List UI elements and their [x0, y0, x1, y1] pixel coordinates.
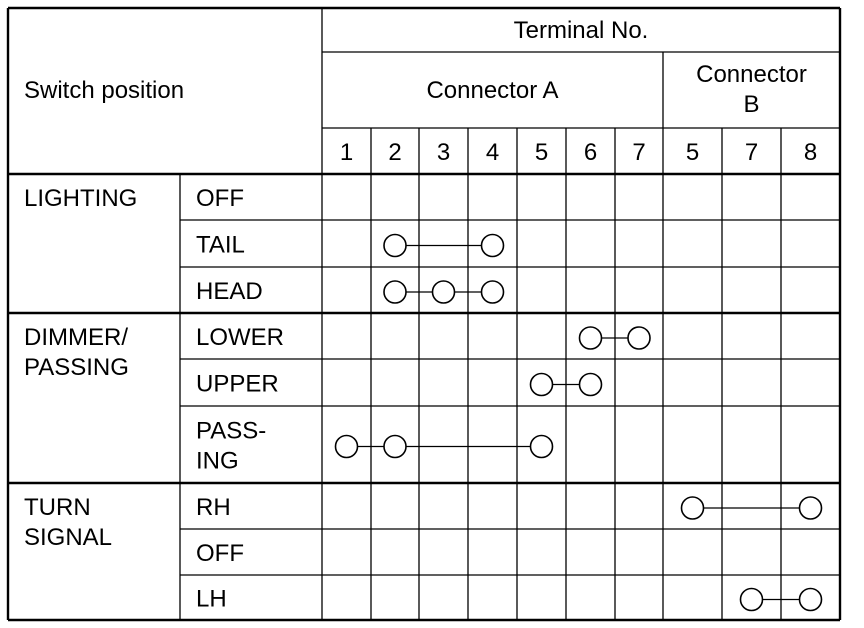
terminal-number-row: [340, 139, 817, 166]
terminal-number-b-5: 5: [685, 139, 700, 166]
group-label: DIMMER/: [24, 324, 128, 351]
terminal-number-b-7: 7: [744, 139, 759, 166]
continuity-terminal-circle: [531, 374, 553, 396]
continuity-terminal-circle: [433, 281, 455, 303]
position-label: PASS-: [196, 417, 267, 445]
group-label: SIGNAL: [24, 524, 113, 551]
connector-b-header-line2: B: [743, 91, 760, 118]
continuity-terminal-circle: [531, 436, 553, 458]
terminal-number-a-3: 3: [436, 139, 451, 166]
switch-position-header: Switch position: [24, 77, 185, 104]
position-label: LOWER: [196, 324, 285, 351]
position-label: LH: [196, 585, 227, 613]
terminal-number-a-5: 5: [534, 139, 549, 166]
group-label: TURN: [24, 494, 91, 521]
connector-a-header: Connector A: [426, 77, 559, 104]
position-label: OFF: [196, 185, 244, 212]
terminal-number-a-4: 4: [485, 139, 500, 166]
continuity-terminal-circle: [384, 281, 406, 303]
continuity-terminal-circle: [580, 374, 602, 396]
continuity-terminal-circle: [336, 436, 358, 458]
continuity-terminal-circle: [682, 497, 704, 519]
continuity-terminal-circle: [800, 589, 822, 611]
position-label: TAIL: [196, 231, 245, 259]
terminal-no-header: Terminal No.: [513, 17, 649, 44]
group-label: LIGHTING: [24, 185, 138, 212]
terminal-number-b-8: 8: [803, 139, 818, 166]
continuity-terminal-circle: [384, 235, 406, 257]
position-label: ING: [196, 447, 239, 475]
terminal-number-a-6: 6: [583, 139, 598, 166]
terminal-number-a-2: 2: [388, 139, 402, 166]
terminal-number-a-1: 1: [339, 139, 354, 166]
continuity-terminal-circle: [482, 235, 504, 257]
position-label: HEAD: [196, 278, 263, 305]
continuity-terminal-circle: [384, 436, 406, 458]
continuity-terminal-circle: [580, 327, 602, 349]
position-labels: [196, 185, 284, 613]
group-label: PASSING: [24, 354, 129, 381]
position-label: UPPER: [196, 370, 279, 398]
continuity-terminal-circle: [741, 589, 763, 611]
position-label: OFF: [196, 540, 244, 567]
group-labels: [24, 185, 137, 551]
continuity-terminal-circle: [482, 281, 504, 303]
continuity-connections: [336, 235, 822, 611]
continuity-terminal-circle: [800, 497, 822, 519]
position-label: RH: [196, 494, 231, 521]
connector-b-header-line1: Connector: [696, 61, 807, 88]
continuity-terminal-circle: [628, 327, 650, 349]
terminal-number-a-7: 7: [632, 139, 646, 166]
